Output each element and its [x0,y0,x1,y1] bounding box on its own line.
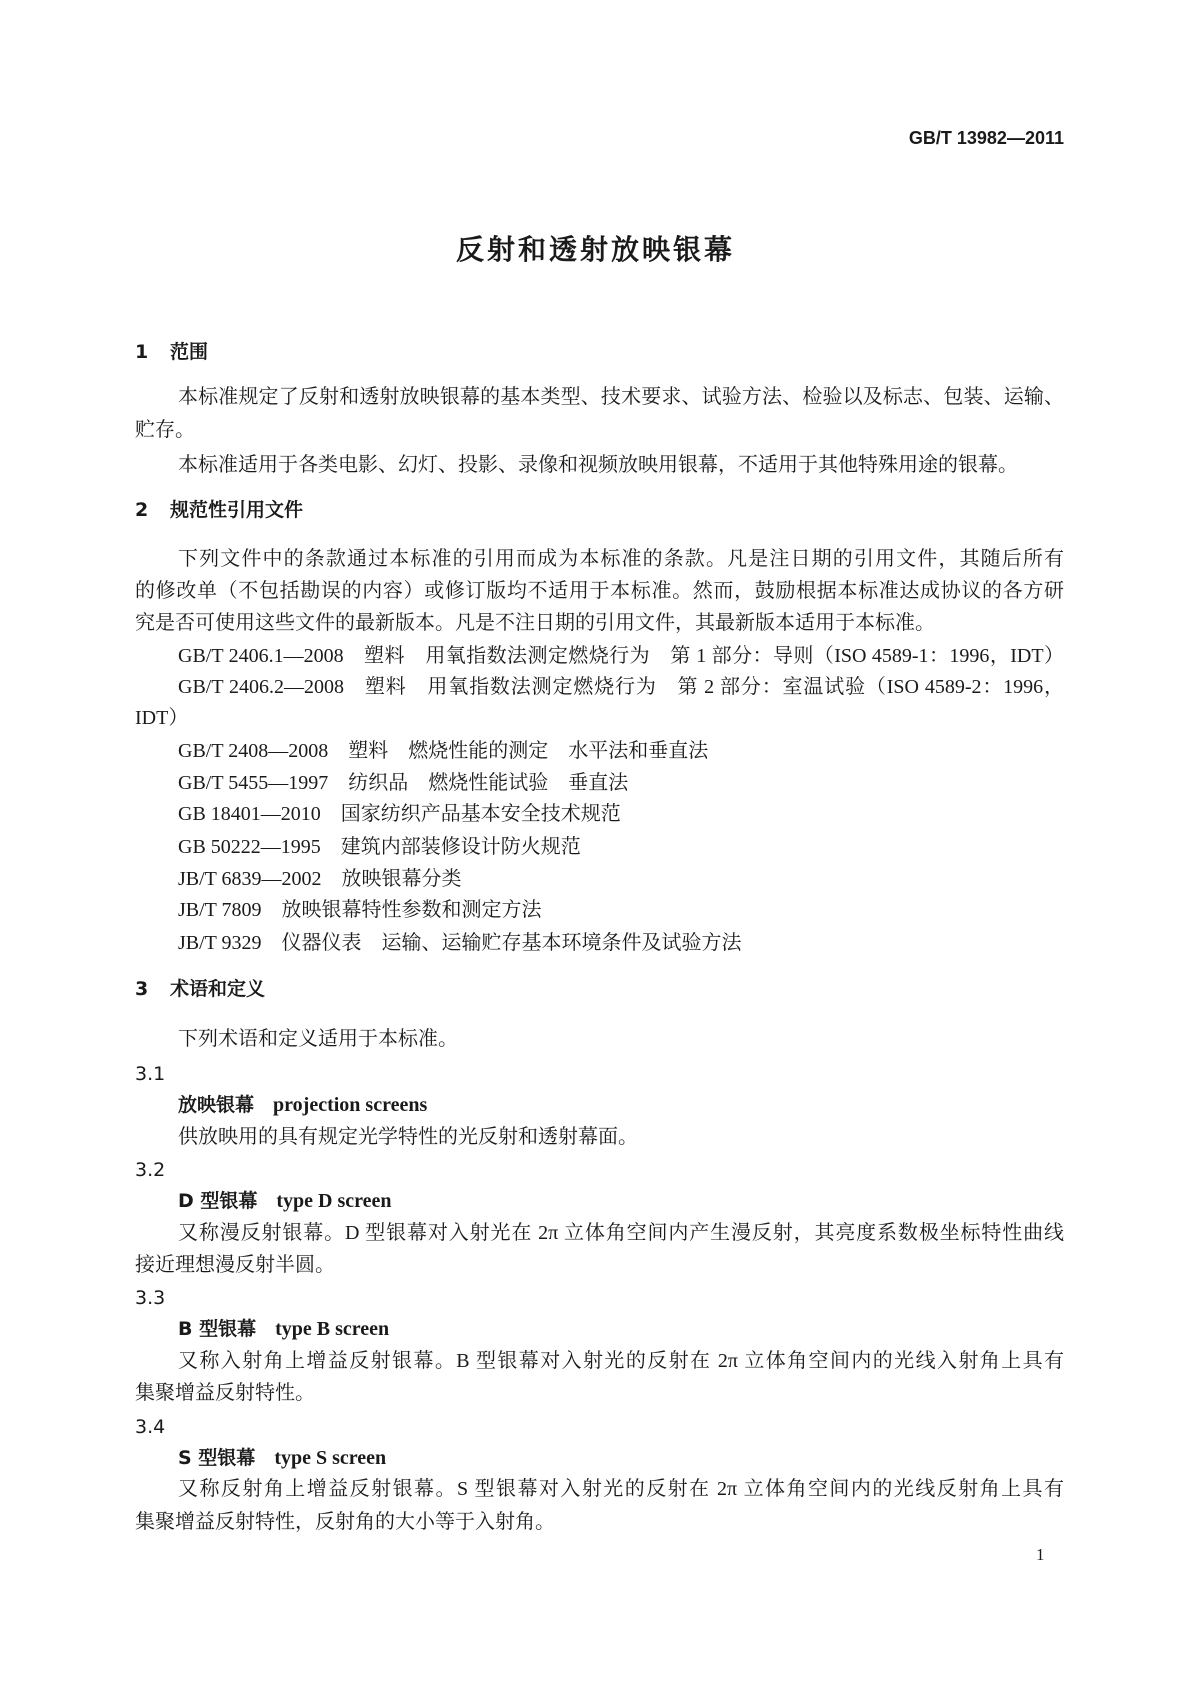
section-heading: 规范性引用文件 [170,499,304,521]
definition-line: 供放映用的具有规定光学特性的光反射和透射幕面。 [178,1126,638,1148]
term-english: type D screen [276,1190,392,1212]
reference-code: GB/T 2406.2—2008 [178,676,345,698]
reference-item [178,640,1064,672]
section-heading: 范围 [170,341,209,363]
reference-title: 纺织品 燃烧性能试验 垂直法 [348,772,629,794]
reference-item [178,735,708,767]
term-number: 3.3 [135,1287,166,1309]
term-english: type S screen [274,1447,387,1469]
reference-item [178,894,542,926]
section-number: 2 [135,499,149,521]
term-entry [178,1313,389,1345]
reference-code: JB/T 7809 [178,899,262,921]
reference-code: JB/T 6839—2002 [178,868,322,890]
paragraph-line: 本标准规定了反射和透射放映银幕的基本类型、技术要求、试验方法、检验以及标志、包装、运输、 [178,386,1064,408]
reference-item [178,798,621,830]
paragraph-line: 下列术语和定义适用于本标准。 [178,1028,458,1050]
definition-line: 集聚增益反射特性，反射角的大小等于入射角。 [135,1511,555,1533]
definition-line: 又称反射角上增益反射银幕。S 型银幕对入射光的反射在 2π 立体角空间内的光线反射角上具有 [178,1478,1064,1500]
term-chinese: S 型银幕 [178,1447,256,1469]
section-number: 3 [135,978,149,1000]
reference-code: GB 18401—2010 [178,803,321,825]
reference-title: 仪器仪表 运输、运输贮存基本环境条件及试验方法 [281,932,742,954]
document-title: 反射和透射放映银幕 [455,233,735,266]
definition-line: 接近理想漫反射半圆。 [135,1254,335,1276]
term-entry [178,1185,392,1217]
reference-title: 放映银幕分类 [341,868,462,890]
paragraph-line: 究是否可使用这些文件的最新版本。凡是不注日期的引用文件，其最新版本适用于本标准。 [135,612,935,634]
term-number: 3.4 [135,1416,166,1438]
definition-line: 又称漫反射银幕。D 型银幕对入射光在 2π 立体角空间内产生漫反射，其亮度系数极坐标特性曲线 [178,1222,1064,1244]
term-english: type B screen [275,1318,390,1340]
section-heading: 术语和定义 [170,978,266,1000]
paragraph-line: 的修改单（不包括勘误的内容）或修订版均不适用于本标准。然而，鼓励根据本标准达成协议的各方研 [135,580,1064,602]
reference-code: GB/T 2408—2008 [178,740,329,762]
term-chinese: D 型银幕 [178,1190,258,1212]
definition-line: 集聚增益反射特性。 [135,1382,315,1404]
reference-title: 塑料 燃烧性能的测定 水平法和垂直法 [348,740,709,762]
paragraph-line: 贮存。 [135,419,195,441]
reference-code: GB/T 5455—1997 [178,772,329,794]
paragraph-line: 下列文件中的条款通过本标准的引用而成为本标准的条款。凡是注日期的引用文件，其随后所有 [178,548,1064,570]
reference-title: 国家纺织产品基本安全技术规范 [340,803,621,825]
section-number: 1 [135,341,149,363]
reference-item [178,767,628,799]
reference-item [178,671,1064,703]
term-english: projection screens [273,1094,428,1116]
reference-title: 放映银幕特性参数和测定方法 [281,899,542,921]
reference-title: 建筑内部装修设计防火规范 [340,836,581,858]
term-entry [178,1089,427,1121]
reference-code: JB/T 9329 [178,932,262,954]
reference-title-continuation: IDT） [135,707,189,729]
term-chinese: B 型银幕 [178,1318,257,1340]
reference-code: GB 50222—1995 [178,836,321,858]
reference-item [178,927,742,959]
page-number: 1 [1036,1545,1045,1564]
reference-item [178,863,462,895]
definition-line: 又称入射角上增益反射银幕。B 型银幕对入射光的反射在 2π 立体角空间内的光线入射角上具有 [178,1350,1064,1372]
paragraph-line: 本标准适用于各类电影、幻灯、投影、录像和视频放映用银幕，不适用于其他特殊用途的银幕。 [178,454,1018,476]
reference-title: 塑料 用氧指数法测定燃烧行为 第 2 部分：室温试验（ISO 4589-2：1996， [364,676,1064,698]
reference-item [178,831,581,863]
reference-code: GB/T 2406.1—2008 [178,645,344,667]
term-chinese: 放映银幕 [178,1094,255,1116]
reference-title: 塑料 用氧指数法测定燃烧行为 第 1 部分：导则（ISO 4589-1：1996，IDT） [363,645,1064,667]
term-entry [178,1442,386,1474]
standard-number: GB/T 13982—2011 [908,128,1064,148]
term-number: 3.2 [135,1159,166,1181]
term-number: 3.1 [135,1063,166,1085]
